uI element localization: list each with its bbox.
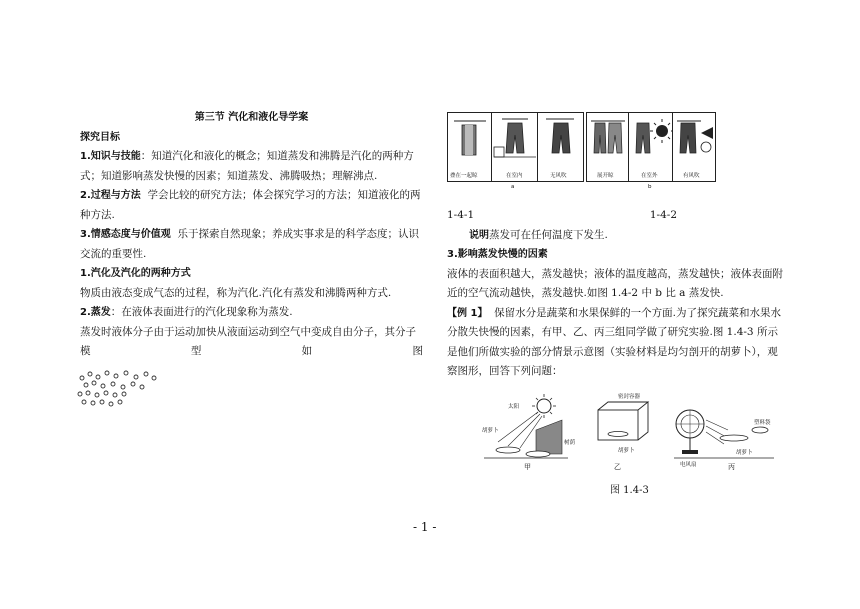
outdoor-sun-icon [629, 113, 673, 169]
figure-label-1: 1-4-1 [447, 209, 475, 221]
molecule-word-1: 模 [80, 345, 91, 357]
page-title: 第三节 汽化和液化导学案 [194, 112, 309, 123]
figure-b [586, 112, 714, 192]
note-label: 说明 [469, 229, 489, 241]
figure-b-panel-3 [672, 112, 716, 182]
goal-3-label: 3.情感态度与价值观 [80, 229, 171, 240]
molecule-word-2: 型 [190, 345, 202, 357]
figure-b-caption-2: 在室外 [641, 173, 658, 179]
label-shade: 树荫 [564, 440, 576, 446]
note [447, 226, 787, 246]
section-2-text: ：在液体表面进行的汽化现象称为蒸发. [110, 306, 293, 318]
goal-3 [80, 225, 423, 264]
section-3-heading: 3.影响蒸发快慢的因素 [447, 249, 548, 260]
label-bag: 塑料袋 [754, 420, 771, 426]
section-1-text: 物质由液态变成气态的过程，称为汽化.汽化有蒸发和沸腾两种方式. [80, 286, 392, 299]
example-text: 保留水分是蔬菜和水果保鲜的一个方面.为了探究蔬菜和水果水分散失快慢的因素，有甲、乙、丙三组同学做了研究实验.图 1.4-3 所示是他们所做实验的部分情景示意图（实验材料是均匀剖开的胡萝卜），观察图形，回答下列问题： [447, 306, 781, 377]
fan-icon [676, 410, 704, 454]
spread-clothes-icon [587, 113, 629, 169]
goal-2 [80, 186, 423, 225]
goal-1 [80, 147, 423, 186]
label-carrot-3: 胡萝卜 [736, 450, 753, 456]
sun-icon [532, 394, 556, 418]
no-wind-pants-icon [538, 113, 583, 169]
figure-label-2: 1-4-2 [649, 209, 677, 221]
molecule-model-image [76, 368, 166, 410]
figure-a-caption-3: 无风吹 [550, 173, 567, 179]
figure-labels [447, 206, 787, 226]
page-number: - 1 - [413, 520, 437, 534]
molecule-word-3: 如 [301, 345, 313, 357]
figure-a-panel-3 [537, 112, 584, 182]
sealed-container-icon [598, 402, 648, 440]
label-container: 密封容器 [618, 394, 641, 400]
goal-1-text: ：知道汽化和液化的概念；知道蒸发和沸腾是汽化的两种方式；知道影响蒸发快慢的因素；知道蒸发、沸腾吸热；理解沸点. [80, 150, 414, 182]
shade-area [536, 420, 562, 454]
goal-2-label: 2.过程与方法 [80, 190, 141, 201]
goal-3-text: 乐于探索自然现象；养成实事求是的科学态度；认识交流的重要性. [80, 228, 419, 260]
example-label: 【例 1】 [447, 307, 488, 319]
left-column [80, 108, 423, 362]
plastic-bag-icon [752, 427, 768, 433]
figure-b-caption-1: 展开晾 [597, 173, 614, 179]
figure-b-label: b [648, 184, 652, 190]
section-2-label: 2.蒸发 [80, 307, 111, 318]
label-sun: 太阳 [508, 404, 520, 410]
figure-a-label: a [511, 184, 515, 190]
figure-a [447, 112, 583, 192]
label-group-2: 乙 [614, 463, 621, 471]
folded-clothes-icon [448, 113, 492, 169]
experiment-figure [478, 390, 778, 470]
section-3-text: 液体的表面积越大，蒸发越快；液体的温度越高，蒸发越快；液体表面附近的空气流动越快，蒸发越快.如图 1.4-2 中 b 比 a 蒸发快. [447, 267, 783, 299]
label-group-3: 丙 [728, 463, 735, 471]
molecule-word-4: 图 [412, 345, 423, 357]
figure-caption: 图 1.4-3 [610, 485, 649, 496]
label-fan: 电风扇 [680, 462, 697, 468]
goal-2-text: 学会比较的研究方法；体会探究学习的方法；知道液化的两种方法. [80, 189, 421, 221]
example-1 [447, 304, 787, 382]
molecule-text: 蒸发时液体分子由于运动加快从液面运动到空气中变成自由分子，其分子 [80, 325, 416, 338]
figure-a-caption-1: 叠在一起晾 [450, 173, 478, 179]
label-group-1: 甲 [524, 463, 531, 471]
label-carrot-1: 胡萝卜 [482, 428, 499, 434]
figure-a-panel-2 [491, 112, 539, 182]
figure-a-caption-2: 在室内 [506, 173, 523, 179]
section-2 [80, 303, 423, 323]
carrot-icon [720, 435, 748, 441]
label-carrot-2: 胡萝卜 [618, 448, 635, 454]
windy-pants-icon [673, 113, 715, 169]
right-column [447, 206, 787, 382]
figure-b-caption-3: 有风吹 [683, 173, 700, 179]
goals-heading: 探究目标 [80, 131, 120, 143]
figure-b-panel-1 [586, 112, 630, 182]
section-1-heading: 1.汽化及汽化的两种方式 [80, 268, 191, 279]
note-text: 蒸发可在任何温度下发生. [489, 228, 608, 241]
goal-1-label: 1.知识与技能 [80, 151, 141, 162]
molecule-words [80, 342, 423, 362]
experiment-drawing [478, 390, 778, 470]
figure-a-panel-1 [447, 112, 493, 182]
indoor-pants-icon [492, 113, 538, 169]
figure-b-panel-2 [628, 112, 674, 182]
